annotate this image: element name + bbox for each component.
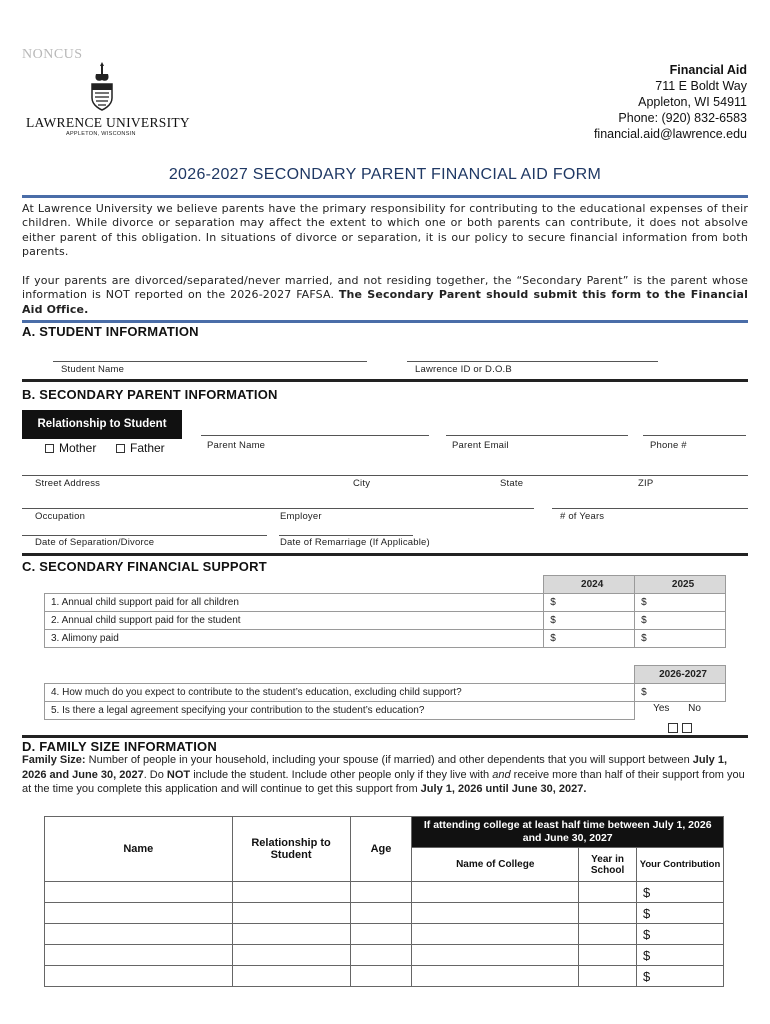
family-size-paragraph <box>22 753 748 797</box>
table-row <box>45 630 726 648</box>
office-city: Appleton, WI 54911 <box>638 95 747 109</box>
fam-text-3: include the student. Include other people only if they live with <box>190 768 493 781</box>
phone-label: Phone # <box>650 440 687 451</box>
name-cell[interactable] <box>45 903 233 924</box>
no-checkbox[interactable] <box>682 723 692 733</box>
year-cell[interactable] <box>579 903 637 924</box>
family-table <box>44 816 724 987</box>
section-c-heading: C. SECONDARY FINANCIAL SUPPORT <box>22 559 267 574</box>
separation-label: Date of Separation/Divorce <box>35 537 155 548</box>
mother-label: Mother <box>59 441 97 455</box>
table-row <box>45 924 724 945</box>
office-phone: Phone: (920) 832-6583 <box>618 111 747 125</box>
mother-option[interactable] <box>45 441 96 455</box>
zip-label: ZIP <box>638 478 654 489</box>
table-row <box>45 882 724 903</box>
col-college-group-header: If attending college at least half time between July 1, 2026 and June 30, 2027 <box>412 817 724 848</box>
year-2026-2027-header: 2026-2027 <box>635 666 726 684</box>
amount-2024-cell[interactable]: $ <box>544 594 635 612</box>
relationship-cell[interactable] <box>232 966 350 987</box>
intro-paragraph-2 <box>22 274 748 317</box>
fam-and: and <box>492 768 511 781</box>
fam-not: NOT <box>166 768 191 781</box>
occupation-label: Occupation <box>35 511 86 522</box>
fam-text-1: Number of people in your household, including your spouse (if married) and other dependents that you will support between <box>85 754 693 766</box>
years-field[interactable] <box>552 508 748 509</box>
age-cell[interactable] <box>350 882 412 903</box>
age-cell[interactable] <box>350 945 412 966</box>
col-relationship-header: Relationship to Student <box>232 817 350 882</box>
years-label: # of Years <box>560 511 605 522</box>
university-location: APPLETON, WISCONSIN <box>66 131 136 137</box>
remarriage-label: Date of Remarriage (If Applicable) <box>280 537 430 548</box>
parent-name-field[interactable] <box>201 435 429 436</box>
title-rule <box>22 195 748 198</box>
year-cell[interactable] <box>579 882 637 903</box>
employer-label: Employer <box>280 511 322 522</box>
year-cell[interactable] <box>579 966 637 987</box>
name-cell[interactable] <box>45 924 233 945</box>
col-contribution-header: Your Contribution <box>637 848 724 882</box>
intro-bold: The Secondary Parent should submit this form to the Financial Aid Office. <box>22 288 748 316</box>
college-cell[interactable] <box>412 882 579 903</box>
college-cell[interactable] <box>412 903 579 924</box>
name-cell[interactable] <box>45 882 233 903</box>
contribution-cell[interactable]: $ <box>637 903 724 924</box>
year-cell[interactable] <box>579 945 637 966</box>
father-option[interactable] <box>116 441 165 455</box>
state-label: State <box>500 478 524 489</box>
fam-date-1: July 1, 2026 and June 30, 2027 <box>22 754 728 781</box>
intro-text: If your parents are divorced/separated/never married, and not residing together, the “Secondary Parent” is the parent whose information is NOT reported on the 2026-2027 FAFSA. <box>22 274 748 302</box>
name-cell[interactable] <box>45 966 233 987</box>
father-label: Father <box>130 441 165 455</box>
office-email: financial.aid@lawrence.edu <box>593 127 747 141</box>
watermark: NONCUS <box>22 47 83 62</box>
support-table <box>44 575 726 648</box>
amount-2025-cell[interactable]: $ <box>635 630 726 648</box>
contribution-amount-cell[interactable]: $ <box>635 684 726 702</box>
amount-2025-cell[interactable]: $ <box>635 612 726 630</box>
college-cell[interactable] <box>412 945 579 966</box>
table-row <box>45 612 726 630</box>
office-street: 711 E Boldt Way <box>655 79 747 93</box>
age-cell[interactable] <box>350 966 412 987</box>
parent-name-label: Parent Name <box>207 440 266 451</box>
father-checkbox[interactable] <box>116 444 125 453</box>
table-row <box>45 966 724 987</box>
question-4: 4. How much do you expect to contribute to the student’s education, excluding child support? <box>45 684 635 702</box>
office-name: Financial Aid <box>669 63 747 77</box>
col-year-header: Year in School <box>579 848 637 882</box>
contribution-cell[interactable]: $ <box>637 966 724 987</box>
table-row <box>45 903 724 924</box>
table-row <box>45 594 726 612</box>
relationship-tab <box>22 410 182 439</box>
support-row-label: 3. Alimony paid <box>45 630 544 648</box>
intro-paragraph-1: At Lawrence University we believe parents have the primary responsibility for contributing to the educational expenses of their children. While divorce or separation may affect the extent to which one or both parents can contribute, it does not absolve either parent of this obligation. In situations of divorce or separation, it is our policy to secure financial information from both parents. <box>22 202 748 259</box>
col-age-header: Age <box>350 817 412 882</box>
occupation-employer-field[interactable] <box>22 508 534 509</box>
city-label: City <box>353 478 371 489</box>
col-college-header: Name of College <box>412 848 579 882</box>
family-size-label: Family Size: <box>22 754 86 766</box>
relationship-cell[interactable] <box>232 903 350 924</box>
street-label: Street Address <box>35 478 101 489</box>
question-5: 5. Is there a legal agreement specifying your contribution to the student’s education? <box>45 702 635 720</box>
address-field[interactable] <box>22 475 748 476</box>
form-title: 2026-2027 SECONDARY PARENT FINANCIAL AID FORM <box>168 166 602 183</box>
student-name-field[interactable] <box>53 361 367 362</box>
fam-date-2: July 1, 2026 until June 30, 2027. <box>420 783 587 795</box>
yes-label: Yes <box>653 703 670 715</box>
student-name-label: Student Name <box>61 364 125 375</box>
section-d-heading: D. FAMILY SIZE INFORMATION <box>22 739 217 754</box>
yes-no-cell <box>635 702 726 720</box>
amount-2025-cell[interactable]: $ <box>635 594 726 612</box>
yes-checkbox[interactable] <box>668 723 678 733</box>
table-row <box>45 945 724 966</box>
table-row <box>45 702 726 720</box>
lawrence-id-field[interactable] <box>407 361 658 362</box>
col-name-header: Name <box>45 817 233 882</box>
fam-text-2: . Do <box>143 768 167 781</box>
section-a-rule <box>22 320 748 323</box>
college-cell[interactable] <box>412 966 579 987</box>
section-b-heading: B. SECONDARY PARENT INFORMATION <box>22 387 278 402</box>
table-row <box>45 684 726 702</box>
mother-checkbox[interactable] <box>45 444 54 453</box>
section-a-heading: A. STUDENT INFORMATION <box>22 324 199 339</box>
support-table-corner <box>45 576 544 594</box>
contribution-cell[interactable]: $ <box>637 945 724 966</box>
amount-2024-cell[interactable]: $ <box>544 612 635 630</box>
relationship-tab-label: Relationship to Student <box>37 418 167 430</box>
year-cell[interactable] <box>579 924 637 945</box>
contribution-cell[interactable]: $ <box>637 882 724 903</box>
year-2025-header: 2025 <box>635 576 726 594</box>
contribution-table-corner <box>45 666 635 684</box>
remarriage-date-field[interactable] <box>279 535 413 536</box>
support-row-label: 2. Annual child support paid for the student <box>45 612 544 630</box>
contribution-table <box>44 665 726 720</box>
age-cell[interactable] <box>350 924 412 945</box>
parent-email-field[interactable] <box>446 435 628 436</box>
fam-text-4: receive more than half of their support from you at the time you complete this application and will continue to get this support from <box>22 768 745 795</box>
section-c-rule <box>22 553 748 556</box>
contact-block <box>594 62 747 142</box>
college-cell[interactable] <box>412 924 579 945</box>
separation-date-field[interactable] <box>22 535 267 536</box>
age-cell[interactable] <box>350 903 412 924</box>
section-b-rule <box>22 379 748 382</box>
support-row-label: 1. Annual child support paid for all children <box>45 594 544 612</box>
name-cell[interactable] <box>45 945 233 966</box>
lawrence-id-label: Lawrence ID or D.O.B <box>415 364 512 375</box>
amount-2024-cell[interactable]: $ <box>544 630 635 648</box>
section-d-rule <box>22 735 748 738</box>
relationship-cell[interactable] <box>232 882 350 903</box>
no-label: No <box>688 703 701 715</box>
year-2024-header: 2024 <box>544 576 635 594</box>
parent-email-label: Parent Email <box>452 440 509 451</box>
relationship-cell[interactable] <box>232 945 350 966</box>
relationship-cell[interactable] <box>232 924 350 945</box>
university-name: LAWRENCE UNIVERSITY <box>26 115 190 130</box>
phone-field[interactable] <box>643 435 746 436</box>
contribution-cell[interactable]: $ <box>637 924 724 945</box>
